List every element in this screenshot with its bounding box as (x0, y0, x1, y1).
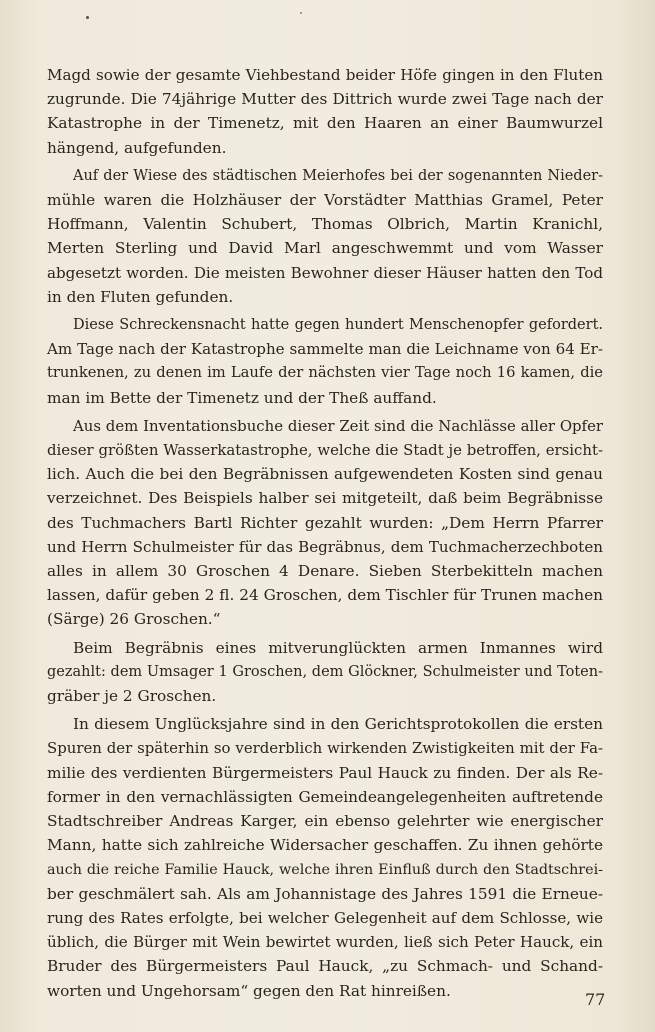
text-line: alles in allem 30 Groschen 4 Denare. Sieben Sterbekitteln machen (47, 562, 603, 581)
text-line: des Tuchmachers Bartl Richter gezahlt wurden: „Dem Herrn Pfarrer (47, 513, 603, 532)
paragraph-2 (47, 164, 603, 309)
paragraph-4 (47, 414, 603, 632)
text-line: lassen, dafür geben 2 fl. 24 Groschen, dem Tischler für Trunen machen (47, 586, 603, 605)
text-line: Spuren der späterhin so verderblich wirkenden Zwistigkeiten mit der Fa- (47, 739, 603, 758)
body-text (47, 63, 603, 1003)
text-line: In diesem Unglücksjahre sind in den Gerichtsprotokollen die ersten (73, 715, 603, 734)
text-line: ber geschmälert sah. Als am Johannistage des Jahres 1591 die Erneue- (47, 884, 603, 903)
text-line: lich. Auch die bei den Begräbnissen aufgewendeten Kosten sind genau (47, 465, 603, 484)
text-line: auch die reiche Familie Hauck, welche ihren Einfluß durch den Stadtschrei- (47, 861, 603, 878)
text-line: Mann, hatte sich zahlreiche Widersacher geschaffen. Zu ihnen gehörte (47, 836, 603, 855)
text-line: Magd sowie der gesamte Viehbestand beider Höfe gingen in den Fluten (47, 66, 603, 84)
text-line: gezahlt: dem Umsager 1 Groschen, dem Glöckner, Schulmeister und Toten- (47, 663, 603, 680)
text-line: in den Fluten gefunden. (47, 287, 234, 306)
text-line: Am Tage nach der Katastrophe sammelte man die Leichname von 64 Er- (47, 340, 603, 359)
text-line: mühle waren die Holzhäuser der Vorstädter Matthias Gramel, Peter (47, 191, 603, 210)
paragraph-5 (47, 636, 603, 709)
text-line: worten und Ungehorsam“ gegen den Rat hinreißen. (47, 981, 451, 1000)
text-line: man im Bette der Timenetz und der Theß auffand. (47, 388, 437, 407)
text-line: gräber je 2 Groschen. (47, 687, 217, 706)
text-line: Diese Schreckensnacht hatte gegen hundert Menschenopfer gefordert. (73, 317, 603, 334)
ink-speck (300, 12, 302, 14)
text-line: Katastrophe in der Timenetz, mit den Haaren an einer Baumwurzel (47, 114, 603, 133)
text-line: üblich, die Bürger mit Wein bewirtet wurden, ließ sich Peter Hauck, ein (47, 933, 603, 952)
text-line: Beim Begräbnis eines mitverunglückten armen Inmannes wird (73, 638, 603, 657)
text-line: dieser größten Wasserkatastrophe, welche die Stadt je betroffen, ersicht- (47, 441, 603, 460)
text-line: verzeichnet. Des Beispiels halber sei mitgeteilt, daß beim Begräbnisse (47, 489, 603, 508)
ink-speck (86, 16, 89, 19)
text-line: Bruder des Bürgermeisters Paul Hauck, „zu Schmach- und Schand- (47, 957, 603, 976)
page-number: 77 (585, 990, 606, 1009)
text-line: und Herrn Schulmeister für das Begräbnus, dem Tuchmacherzechboten (47, 537, 603, 556)
text-line: former in den vernachlässigten Gemeindeangelegenheiten auftretende (47, 787, 603, 806)
text-line: Aus dem Inventationsbuche dieser Zeit sind die Nachlässe aller Opfer (73, 416, 603, 435)
paragraph-1 (47, 63, 603, 160)
text-line: Stadtschreiber Andreas Karger, ein ebenso gelehrter wie energischer (47, 812, 603, 831)
paragraph-6 (47, 712, 603, 1002)
text-line: rung des Rates erfolgte, bei welcher Gelegenheit auf dem Schlosse, wie (47, 908, 603, 927)
text-line: zugrunde. Die 74jährige Mutter des Dittrich wurde zwei Tage nach der (47, 90, 603, 109)
paragraph-3 (47, 313, 603, 410)
text-line: trunkenen, zu denen im Laufe der nächsten vier Tage noch 16 kamen, die (47, 364, 603, 382)
text-line: milie des verdienten Bürgermeisters Paul Hauck zu finden. Der als Re- (47, 763, 603, 782)
text-line: (Särge) 26 Groschen.“ (47, 610, 221, 629)
text-line: abgesetzt worden. Die meisten Bewohner dieser Häuser hatten den Tod (47, 263, 603, 282)
text-line: Auf der Wiese des städtischen Meierhofes bei der sogenannten Nieder- (73, 167, 603, 184)
text-line: Merten Sterling und David Marl angeschwemmt und vom Wasser (47, 239, 603, 258)
text-line: hängend, aufgefunden. (47, 138, 227, 157)
text-line: Hoffmann, Valentin Schubert, Thomas Olbrich, Martin Kranichl, (47, 215, 603, 234)
